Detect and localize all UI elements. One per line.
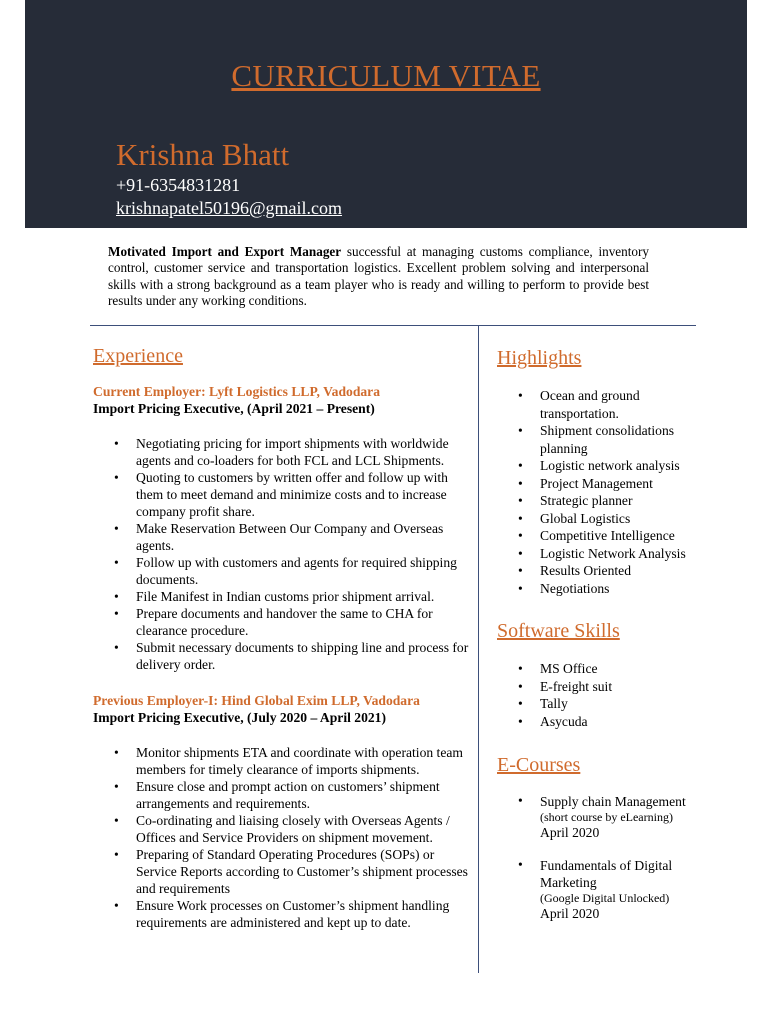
list-item: • Results Oriented <box>497 562 717 580</box>
email-link[interactable]: krishnapatel50196@gmail.com <box>116 198 343 218</box>
candidate-name: Krishna Bhatt <box>116 137 290 172</box>
job-employer: Previous Employer-I: Hind Global Exim LLP, Vadodara <box>93 693 420 708</box>
list-item: • Global Logistics <box>497 510 717 528</box>
phone-number: +91-6354831281 <box>116 175 241 195</box>
list-item: • Preparing of Standard Operating Procedures (SOPs) or Service Reports according to Customer’s shipment processes and requirements <box>93 846 469 897</box>
list-item: • Ocean and ground transportation. <box>497 387 717 422</box>
list-item: • Logistic Network Analysis <box>497 545 717 563</box>
summary-lead: Motivated Import and Export Manager <box>108 244 342 259</box>
document-title: CURRICULUM VITAE <box>231 58 541 93</box>
course-date: April 2020 <box>540 906 600 921</box>
course-name: • Supply chain Management <box>540 794 686 809</box>
list-item: • Prepare documents and handover the same to CHA for clearance procedure. <box>93 605 469 639</box>
list-item: • Shipment consolidations planning <box>497 422 717 457</box>
list-item: • Submit necessary documents to shipping line and process for delivery order. <box>93 639 469 673</box>
job-role: Import Pricing Executive, (July 2020 – April 2021) <box>93 710 386 725</box>
ecourses-heading: E-Courses <box>497 754 581 776</box>
software-skills-heading: Software Skills <box>497 620 620 642</box>
experience-heading: Experience <box>93 345 183 367</box>
list-item: • Quoting to customers by written offer and follow up with them to meet demand and minimize costs and to increase company profit share. <box>93 469 469 520</box>
list-item <box>497 793 717 841</box>
list-item: • Ensure close and prompt action on customers’ shipment arrangements and requirements. <box>93 778 469 812</box>
list-item: • E-freight suit <box>497 678 717 696</box>
job-role: Import Pricing Executive, (April 2021 – Present) <box>93 401 375 416</box>
list-item: • Negotiations <box>497 580 717 598</box>
profile-summary <box>108 244 649 310</box>
list-item: • Asycuda <box>497 713 717 731</box>
job-duties-list <box>93 435 469 673</box>
list-item: • Follow up with customers and agents for required shipping documents. <box>93 554 469 588</box>
column-divider <box>478 325 479 973</box>
list-item: • Logistic network analysis <box>497 457 717 475</box>
list-item: • MS Office <box>497 660 717 678</box>
ecourses-list <box>497 793 717 938</box>
list-item: • Negotiating pricing for import shipments with worldwide agents and co-loaders for both FCL and LCL Shipments. <box>93 435 469 469</box>
course-date: April 2020 <box>540 825 600 840</box>
horizontal-divider <box>90 325 696 326</box>
course-note: (Google Digital Unlocked) <box>540 891 670 905</box>
list-item: • Make Reservation Between Our Company and Overseas agents. <box>93 520 469 554</box>
software-skills-list <box>497 660 717 730</box>
header-banner <box>25 0 747 228</box>
list-item: • File Manifest in Indian customs prior shipment arrival. <box>93 588 469 605</box>
list-item: • Ensure Work processes on Customer’s shipment handling requirements are administered and kept up to date. <box>93 897 469 931</box>
list-item: • Monitor shipments ETA and coordinate with operation team members for timely clearance of imports shipments. <box>93 744 469 778</box>
list-item: • Competitive Intelligence <box>497 527 717 545</box>
summary-text: successful at managing customs compliance, inventory control, customer service and transportation logistics. Excellent problem solving and interpersonal skills with a strong background as a team player who is ready and willing to perform to provide best results under any working conditions. <box>108 244 649 309</box>
list-item: • Tally <box>497 695 717 713</box>
job-employer: Current Employer: Lyft Logistics LLP, Vadodara <box>93 384 381 399</box>
list-item: • Project Management <box>497 475 717 493</box>
list-item <box>497 857 717 922</box>
list-item: • Co-ordinating and liaising closely with Overseas Agents / Offices and Service Providers on shipment movement. <box>93 812 469 846</box>
list-item: • Strategic planner <box>497 492 717 510</box>
highlights-heading: Highlights <box>497 347 582 369</box>
highlights-list <box>497 387 717 597</box>
course-name: • Fundamentals of Digital Marketing <box>540 858 673 890</box>
course-note: (short course by eLearning) <box>540 810 673 824</box>
job-duties-list <box>93 744 469 931</box>
